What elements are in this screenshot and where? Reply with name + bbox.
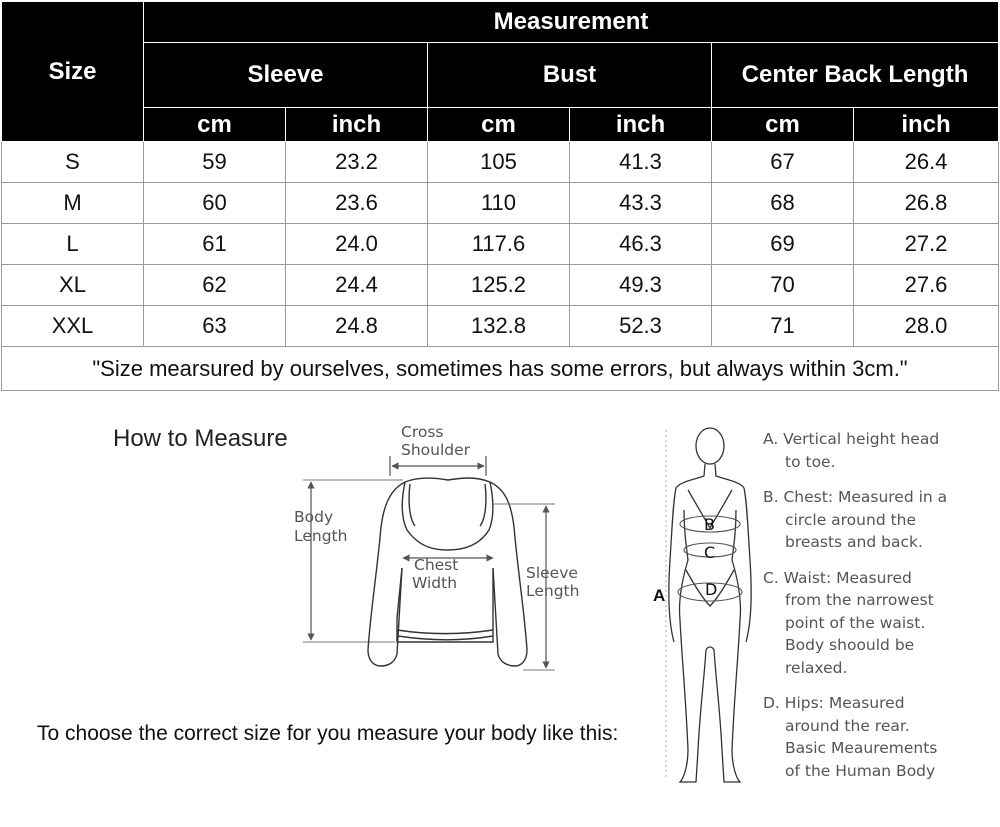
note-d-line-2: around the rear. bbox=[785, 716, 910, 735]
note-c-line-4: Body shoould be bbox=[785, 636, 915, 654]
note-c bbox=[763, 567, 998, 680]
letter-c: C bbox=[704, 543, 716, 562]
table-cell: 41.3 bbox=[570, 142, 712, 183]
unit-header: cm bbox=[712, 108, 854, 142]
note-c-line-2: from the narrowest bbox=[785, 591, 934, 609]
table-cell: 43.3 bbox=[570, 183, 712, 224]
table-cell: 24.0 bbox=[286, 224, 428, 265]
table-cell: 62 bbox=[144, 265, 286, 306]
note-c-line-1: C. Waist: Measured bbox=[763, 568, 912, 587]
measure-instruction: To choose the correct size for you measure your body like this: bbox=[37, 722, 619, 745]
letter-a: A bbox=[653, 586, 666, 605]
table-cell: 27.2 bbox=[854, 224, 999, 265]
sleeve-length-label-1: Sleeve bbox=[526, 564, 578, 582]
note-a-line-2: to toe. bbox=[785, 452, 836, 471]
table-cell: 46.3 bbox=[570, 224, 712, 265]
size-cell: XL bbox=[2, 265, 144, 306]
bust-header: Bust bbox=[428, 43, 712, 108]
note-c-line-3: point of the waist. bbox=[785, 613, 926, 632]
note-b bbox=[763, 486, 998, 554]
table-cell: 52.3 bbox=[570, 306, 712, 347]
table-cell: 105 bbox=[428, 142, 570, 183]
size-cell: XXL bbox=[2, 306, 144, 347]
table-cell: 26.4 bbox=[854, 142, 999, 183]
cross-shoulder-label-2: Shoulder bbox=[401, 441, 471, 459]
table-cell: 49.3 bbox=[570, 265, 712, 306]
table-row bbox=[2, 306, 999, 347]
measurement-notes bbox=[763, 428, 998, 795]
letter-d: D bbox=[705, 580, 718, 599]
table-cell: 117.6 bbox=[428, 224, 570, 265]
note-c-line-5: relaxed. bbox=[785, 658, 848, 677]
note-a bbox=[763, 428, 998, 473]
size-cell: S bbox=[2, 142, 144, 183]
measurement-header: Measurement bbox=[144, 2, 999, 43]
chest-width-label-1: Chest bbox=[414, 556, 459, 574]
table-cell: 132.8 bbox=[428, 306, 570, 347]
table-cell: 69 bbox=[712, 224, 854, 265]
table-cell: 24.8 bbox=[286, 306, 428, 347]
size-chart-table bbox=[1, 1, 999, 391]
table-cell: 61 bbox=[144, 224, 286, 265]
unit-header: cm bbox=[428, 108, 570, 142]
note-b-line-1: B. Chest: Measured in a bbox=[763, 488, 948, 506]
unit-header: inch bbox=[854, 108, 999, 142]
note-d-line-3: Basic Meaurements bbox=[785, 739, 938, 757]
chest-width-label-2: Width bbox=[412, 574, 458, 592]
table-cell: 27.6 bbox=[854, 265, 999, 306]
table-cell: 23.2 bbox=[286, 142, 428, 183]
how-to-measure-title: How to Measure bbox=[113, 425, 288, 452]
size-cell: L bbox=[2, 224, 144, 265]
table-row bbox=[2, 265, 999, 306]
table-cell: 23.6 bbox=[286, 183, 428, 224]
human-body-diagram bbox=[648, 420, 758, 790]
note-b-line-2: circle around the bbox=[785, 510, 917, 529]
table-cell: 28.0 bbox=[854, 306, 999, 347]
table-cell: 70 bbox=[712, 265, 854, 306]
table-row bbox=[2, 142, 999, 183]
size-cell: M bbox=[2, 183, 144, 224]
table-cell: 68 bbox=[712, 183, 854, 224]
unit-header: inch bbox=[570, 108, 712, 142]
table-cell: 26.8 bbox=[854, 183, 999, 224]
table-cell: 110 bbox=[428, 183, 570, 224]
note-d-line-4: of the Human Body bbox=[785, 761, 936, 780]
table-cell: 59 bbox=[144, 142, 286, 183]
size-note: "Size mearsured by ourselves, sometimes has some errors, but always within 3cm." bbox=[2, 347, 999, 391]
cross-shoulder-label-1: Cross bbox=[401, 423, 444, 441]
unit-header: cm bbox=[144, 108, 286, 142]
letter-b: B bbox=[704, 515, 715, 534]
table-cell: 71 bbox=[712, 306, 854, 347]
garment-diagram bbox=[285, 418, 610, 680]
table-row bbox=[2, 224, 999, 265]
table-cell: 24.4 bbox=[286, 265, 428, 306]
note-d bbox=[763, 692, 998, 782]
center-back-length-header: Center Back Length bbox=[712, 43, 999, 108]
body-length-label-1: Body bbox=[294, 508, 334, 526]
table-cell: 125.2 bbox=[428, 265, 570, 306]
size-header: Size bbox=[2, 2, 144, 142]
sleeve-header: Sleeve bbox=[144, 43, 428, 108]
unit-header: inch bbox=[286, 108, 428, 142]
note-b-line-3: breasts and back. bbox=[785, 533, 923, 551]
table-cell: 67 bbox=[712, 142, 854, 183]
body-length-label-2: Length bbox=[294, 527, 348, 545]
sleeve-length-label-2: Length bbox=[526, 582, 580, 600]
body-outline bbox=[669, 428, 751, 782]
note-a-line-1: A. Vertical height head bbox=[763, 430, 940, 448]
table-row bbox=[2, 183, 999, 224]
note-d-line-1: D. Hips: Measured bbox=[763, 694, 905, 712]
table-cell: 63 bbox=[144, 306, 286, 347]
table-cell: 60 bbox=[144, 183, 286, 224]
